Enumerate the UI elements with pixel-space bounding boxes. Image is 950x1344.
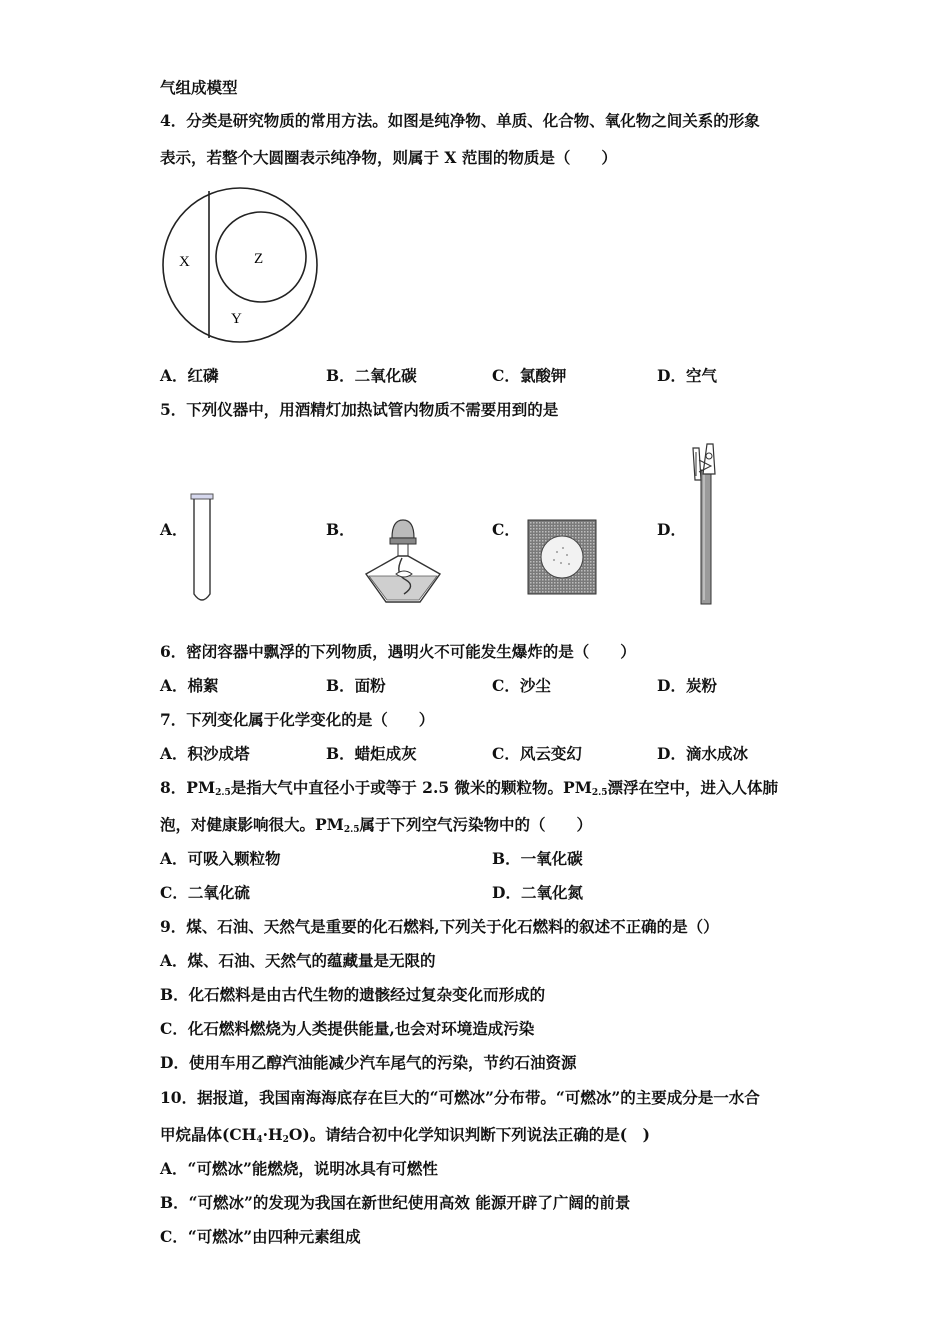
- q7-stem: 7．下列变化属于化学变化的是（ ）: [160, 710, 435, 729]
- q8-option-a: A．可吸入颗粒物: [160, 849, 281, 868]
- q9-option-b: B．化石燃料是由古代生物的遗骸经过复杂变化而形成的: [160, 985, 546, 1004]
- q4-option-b: B．二氧化碳: [326, 366, 417, 385]
- q5-option-d: D．: [657, 520, 686, 539]
- q5-stem: 5．下列仪器中，用酒精灯加热试管内物质不需要用到的是: [160, 400, 559, 419]
- q8-text: 泡，对健康影响很大。PM: [160, 815, 344, 834]
- formula-subscript: 4: [256, 1135, 263, 1145]
- classification-diagram: [160, 185, 320, 345]
- q7-option-a: A．积沙成塔: [160, 744, 250, 763]
- pm-subscript: 2.5: [343, 825, 360, 835]
- diagram-label-y: Y: [231, 311, 242, 327]
- test-tube-icon: [189, 492, 215, 608]
- pm-subscript: 2.5: [591, 788, 608, 798]
- q6-stem: 6．密闭容器中飘浮的下列物质，遇明火不可能发生爆炸的是（ ）: [160, 642, 636, 661]
- q8-option-c: C．二氧化硫: [160, 883, 250, 902]
- q6-option-b: B．面粉: [326, 676, 386, 695]
- formula-subscript: 2: [282, 1135, 289, 1145]
- diagram-label-z: Z: [254, 251, 264, 267]
- q8-text: 漂浮在空中，进入人体肺: [607, 778, 779, 797]
- q4-stem-line2: 表示，若整个大圆圈表示纯净物，则属于 X 范围的物质是（ ）: [160, 148, 617, 167]
- q10-stem-line2: [160, 1125, 650, 1150]
- q7-option-d: D．滴水成冰: [657, 744, 748, 763]
- q8-stem-line2: [160, 815, 592, 840]
- q4-option-c: C．氯酸钾: [492, 366, 567, 385]
- q10-text: ·H: [262, 1125, 283, 1144]
- q8-text: 8．PM: [160, 778, 216, 797]
- q6-option-c: C．沙尘: [492, 676, 551, 695]
- q8-text: 是指大气中直径小于或等于 2.5 微米的颗粒物。PM: [230, 778, 592, 797]
- q5-option-c: C．: [492, 520, 520, 539]
- q8-option-d: D．二氧化氮: [492, 883, 583, 902]
- q9-option-d: D．使用车用乙醇汽油能减少汽车尾气的污染，节约石油资源: [160, 1053, 577, 1072]
- q8-stem-line1: [160, 778, 778, 803]
- q9-option-a: A．煤、石油、天然气的蕴藏量是无限的: [160, 951, 436, 970]
- q10-option-b: B．“可燃冰”的发现为我国在新世纪使用高效 能源开辟了广阔的前景: [160, 1193, 631, 1212]
- q4-option-a: A．红磷: [160, 366, 219, 385]
- q8-text: 属于下列空气污染物中的（ ）: [359, 815, 593, 834]
- q10-option-c: C．“可燃冰”由四种元素组成: [160, 1227, 361, 1246]
- q4-stem-line1: 4．分类是研究物质的常用方法。如图是纯净物、单质、化合物、氧化物之间关系的形象: [160, 111, 760, 130]
- test-tube-holder-icon: [685, 440, 725, 608]
- q10-text: O)。请结合初中化学知识判断下列说法正确的是( ): [288, 1125, 650, 1144]
- q4-option-d: D．空气: [657, 366, 717, 385]
- q9-stem: 9．煤、石油、天然气是重要的化石燃料,下列关于化石燃料的叙述不正确的是（）: [160, 917, 719, 936]
- q7-option-c: C．风云变幻: [492, 744, 582, 763]
- q10-option-a: A．“可燃冰”能燃烧，说明冰具有可燃性: [160, 1159, 438, 1178]
- pm-subscript: 2.5: [215, 788, 231, 798]
- alcohol-lamp-icon: [358, 514, 448, 606]
- q5-option-b: B．: [326, 520, 355, 539]
- q6-option-a: A．棉絮: [160, 676, 219, 695]
- q7-option-b: B．蜡炬成灰: [326, 744, 417, 763]
- intro-tail: 气组成模型: [160, 78, 238, 97]
- q10-text: 甲烷晶体(CH: [160, 1125, 257, 1144]
- asbestos-gauze-icon: [527, 519, 597, 595]
- q8-option-b: B．一氧化碳: [492, 849, 583, 868]
- q6-option-d: D．炭粉: [657, 676, 717, 695]
- q5-option-a: A．: [160, 520, 188, 539]
- diagram-label-x: X: [179, 254, 190, 270]
- q9-option-c: C．化石燃料燃烧为人类提供能量,也会对环境造成污染: [160, 1019, 535, 1038]
- q10-stem-line1: 10．据报道，我国南海海底存在巨大的“可燃冰”分布带。“可燃冰”的主要成分是一水合: [160, 1088, 760, 1107]
